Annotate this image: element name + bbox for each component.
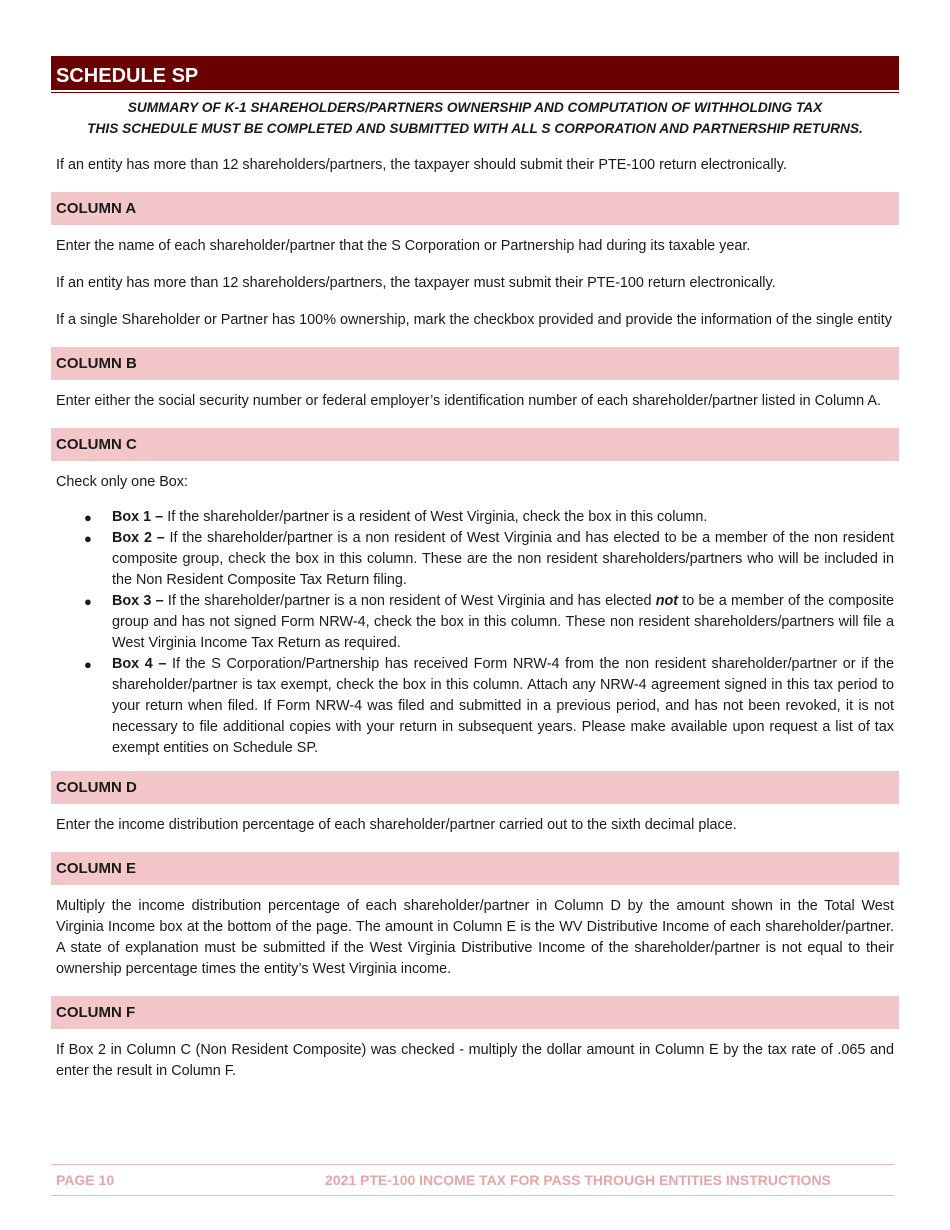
column-a-paragraph-3: If a single Shareholder or Partner has 100% ownership, mark the checkbox provided and provide the information of the single entity <box>56 312 892 328</box>
document-page <box>51 56 899 1082</box>
box-1-text: If the shareholder/partner is a resident of West Virginia, check the box in this column. <box>163 509 708 525</box>
page-footer <box>51 1164 894 1196</box>
column-f-paragraph: If Box 2 in Column C (Non Resident Composite) was checked - multiply the dollar amount in Column E by the tax rate of .065 and enter the result in Column F. <box>56 1042 894 1079</box>
list-item-box-4 <box>51 654 899 759</box>
box-3-label: Box 3 – <box>112 593 164 609</box>
bullet-icon: ● <box>84 510 92 525</box>
column-d-paragraph: Enter the income distribution percentage of each shareholder/partner carried out to the sixth decimal place. <box>56 817 737 833</box>
intro-paragraph: If an entity has more than 12 shareholders/partners, the taxpayer should submit their PTE-100 return electronically. <box>56 157 787 173</box>
column-d-heading: COLUMN D <box>51 771 899 804</box>
bullet-icon: ● <box>84 594 92 609</box>
page-subtitle <box>51 97 899 139</box>
page-title: SCHEDULE SP <box>51 56 899 92</box>
box-3-text-b: to be a member of the composite group and has not signed Form NRW-4, check the box in this column. These non resident shareholders/partners will file a West Virginia Income Tax Return as required. <box>112 593 894 651</box>
box-3-emphasis: not <box>655 593 679 609</box>
box-2-label: Box 2 – <box>112 530 165 546</box>
column-f-heading: COLUMN F <box>51 996 899 1029</box>
subtitle-line-2: THIS SCHEDULE MUST BE COMPLETED AND SUBMITTED WITH ALL S CORPORATION AND PARTNERSHIP RETURNS. <box>87 121 863 136</box>
column-b-paragraph: Enter either the social security number or federal employer’s identification number of each shareholder/partner listed in Column A. <box>56 393 881 409</box>
list-item-box-3 <box>51 591 899 654</box>
column-b-heading: COLUMN B <box>51 347 899 380</box>
column-a-heading: COLUMN A <box>51 192 899 225</box>
column-e-heading: COLUMN E <box>51 852 899 885</box>
column-c-intro: Check only one Box: <box>56 474 188 490</box>
box-4-text: If the S Corporation/Partnership has received Form NRW-4 from the non resident shareholder/partner or if the shareholder/partner is tax exempt, check the box in this column. Attach any NRW-4 agreement signed in this tax period to your return when filed. If Form NRW-4 was filed and submitted in a previous period, and has not been revoked, it is not necessary to file additional copies with your return in subsequent years. Please make available upon request a list of tax exempt entities on Schedule SP. <box>112 656 894 756</box>
column-c-heading: COLUMN C <box>51 428 899 461</box>
column-a-paragraph-2: If an entity has more than 12 shareholders/partners, the taxpayer must submit their PTE-100 return electronically. <box>56 275 776 291</box>
box-list <box>51 507 899 759</box>
column-e-paragraph: Multiply the income distribution percentage of each shareholder/partner in Column D by the amount shown in the Total West Virginia Income box at the bottom of the page. The amount in Column E is the WV Distributive Income of each shareholder/partner. A state of explanation must be submitted if the West Virginia Distributive Income of the shareholder/partner is not equal to their ownership percentage times the entity’s West Virginia income. <box>56 898 894 977</box>
box-3-text-a: If the shareholder/partner is a non resident of West Virginia and has elected <box>163 593 656 609</box>
list-item-box-1 <box>51 507 899 528</box>
box-4-label: Box 4 – <box>112 656 167 672</box>
box-1-label: Box 1 – <box>112 509 164 525</box>
footer-title: 2021 PTE-100 INCOME TAX FOR PASS THROUGH ENTITIES INSTRUCTIONS <box>325 1172 831 1188</box>
bullet-icon: ● <box>84 531 92 546</box>
subtitle-line-1: SUMMARY OF K-1 SHAREHOLDERS/PARTNERS OWNERSHIP AND COMPUTATION OF WITHHOLDING TAX <box>127 100 823 115</box>
bullet-icon: ● <box>84 657 92 672</box>
footer-page-number: PAGE 10 <box>56 1172 115 1188</box>
list-item-box-2 <box>51 528 899 591</box>
column-a-paragraph-1: Enter the name of each shareholder/partner that the S Corporation or Partnership had during its taxable year. <box>56 238 751 254</box>
box-2-text: If the shareholder/partner is a non resident of West Virginia and has elected to be a member of the non resident composite group, check the box in this column. These are the non resident shareholders/partners who will be included in the Non Resident Composite Tax Return filing. <box>112 530 894 588</box>
